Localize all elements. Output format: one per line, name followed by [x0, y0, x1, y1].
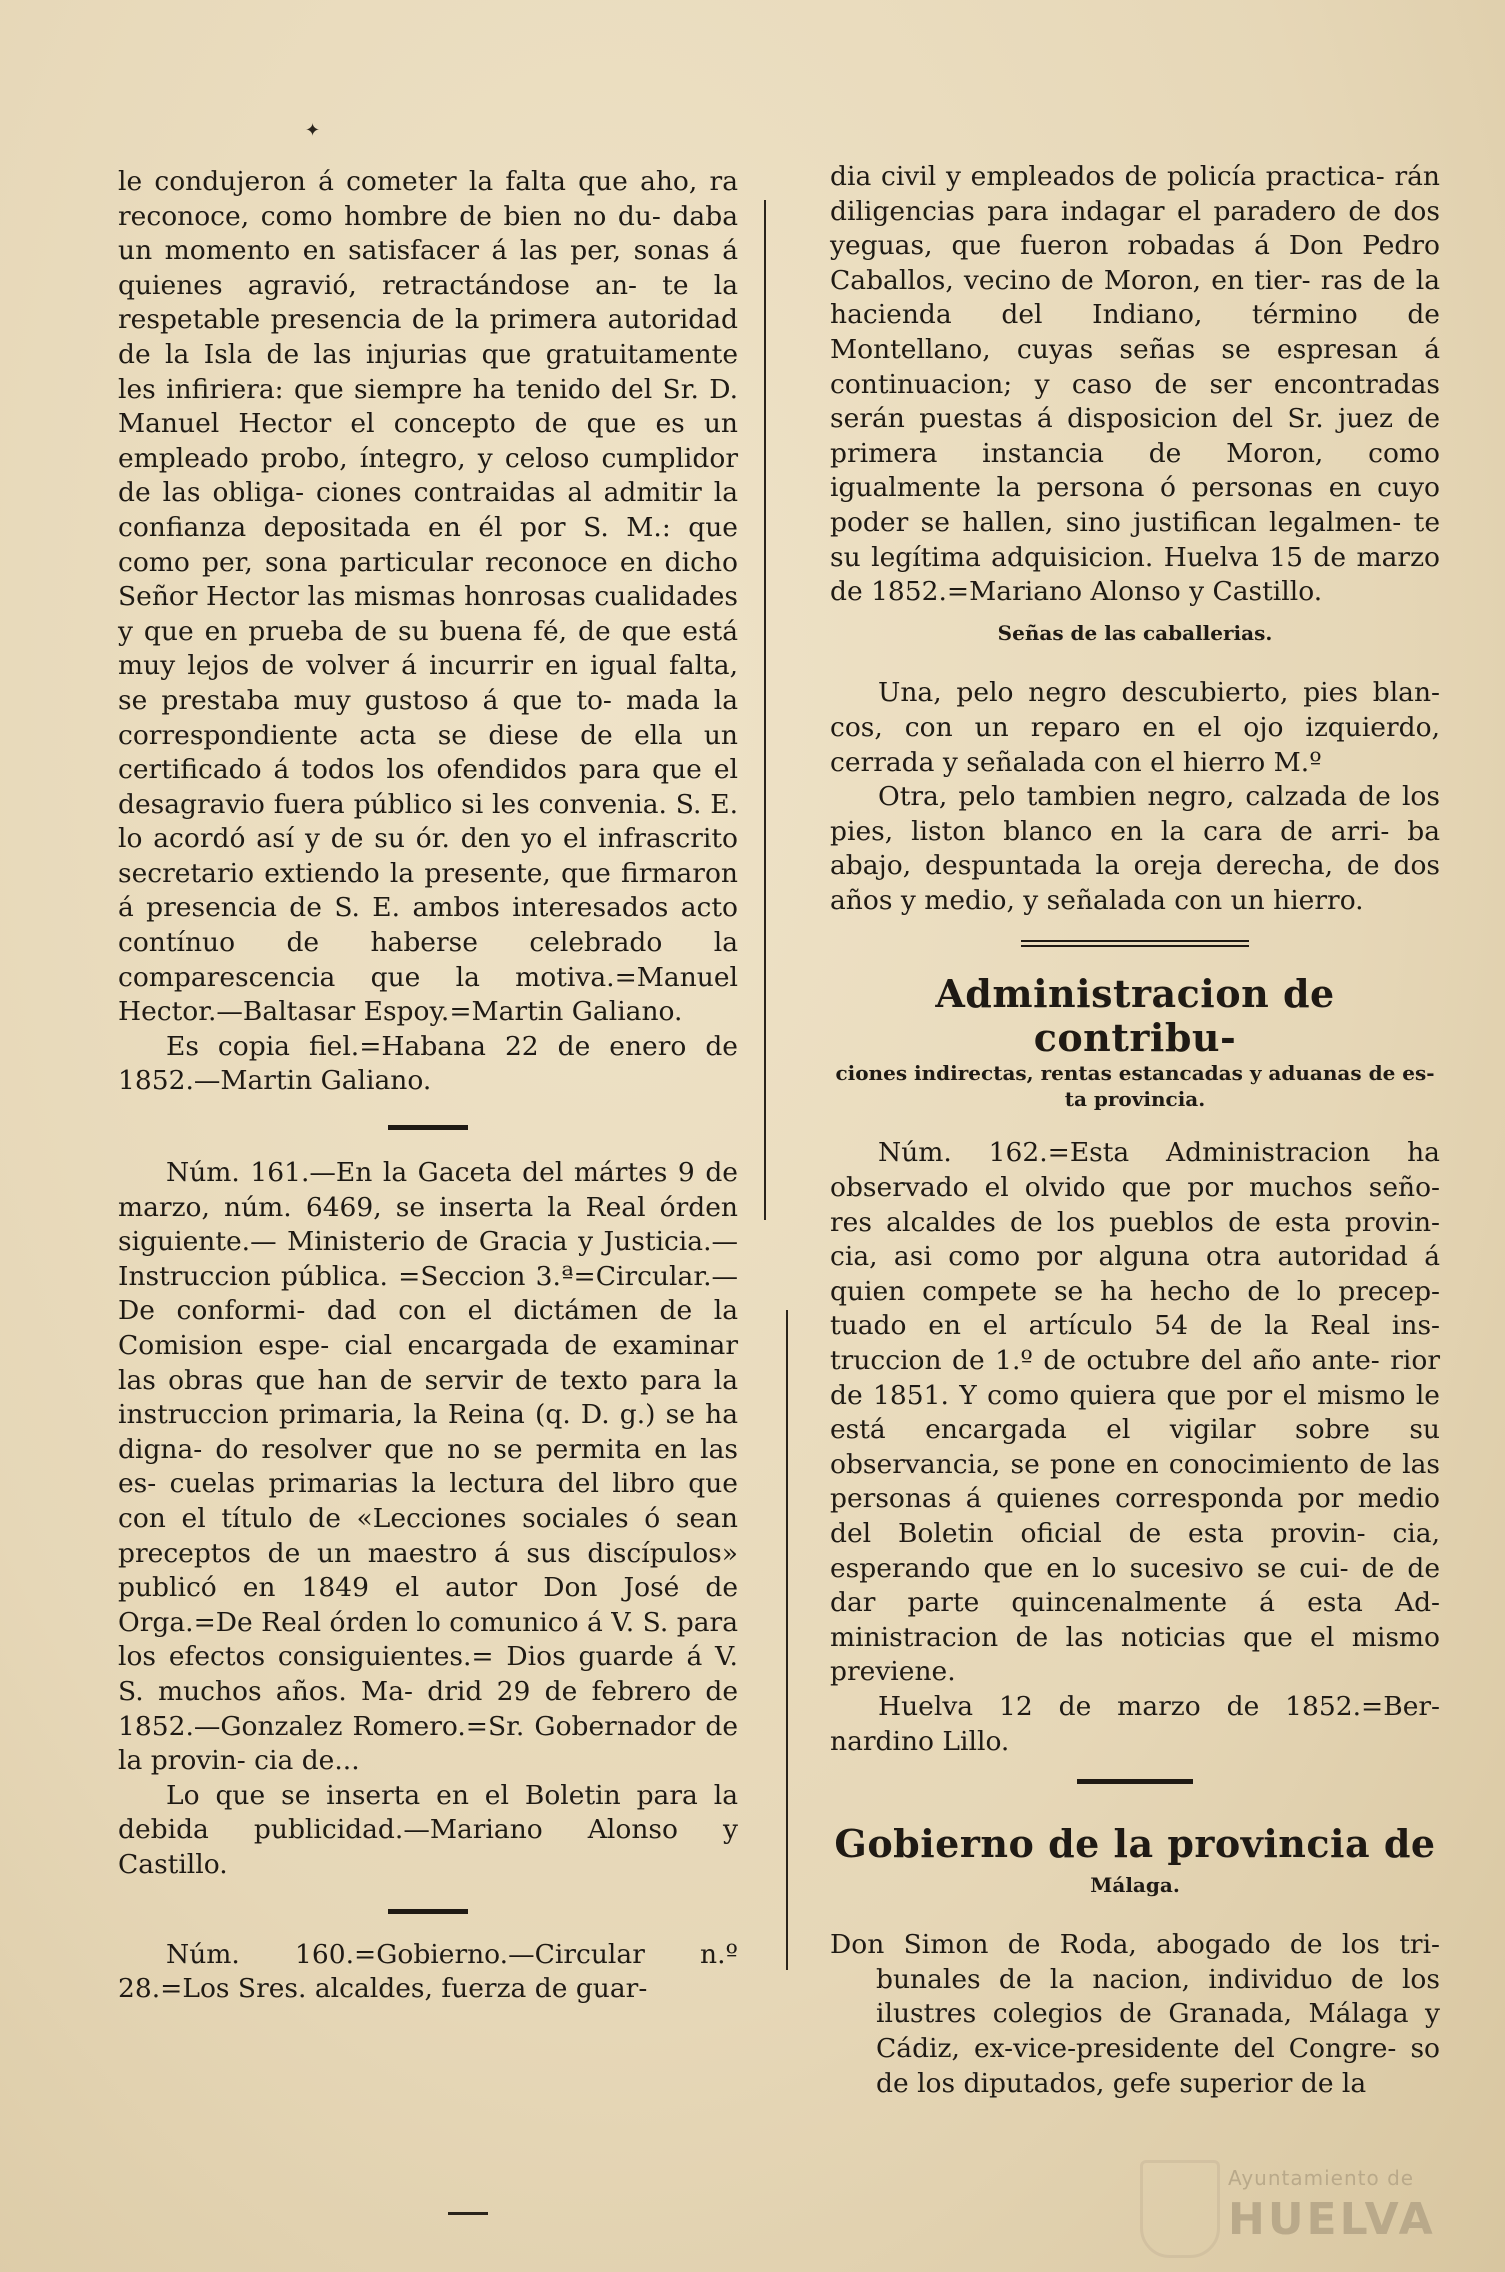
right-paragraph-3: Otra, pelo tambien negro, calzada de los pies, liston blanco en la cara de arri- ba abajo, despuntada la oreja derecha, de dos años y medio, y señalada con un hierro.	[830, 781, 1440, 916]
watermark-line-1: Ayuntamiento de	[1228, 2166, 1415, 2190]
column-divider-upper	[764, 200, 766, 1220]
left-paragraph-3: Núm. 161.—En la Gaceta del mártes 9 de marzo, núm. 6469, se inserta la Real órden siguiente.— Ministerio de Gracia y Justicia.—Instruccion pública. =Seccion 3.ª=Circular.—De conformi- dad con el dictámen de la Comision espe- cial encargada de examinar las obras que han de servir de texto para la instruccion primaria, la Reina (q. D. g.) se ha digna- do resolver que no se permita en las es- cuelas primarias la lectura del libro que con el título de «Lecciones sociales ó sean preceptos de un maestro á sus discípulos» publicó en 1849 el autor Don José de Orga.=De Real órden lo comunico á V. S. para los efectos consiguientes.= Dios guarde á V. S. muchos años. Ma- drid 29 de febrero de 1852.—Gonzalez Romero.=Sr. Gobernador de la provin- cia de...	[118, 1157, 738, 1777]
left-paragraph-5: Núm. 160.=Gobierno.—Circular n.º 28.=Los Sres. alcaldes, fuerza de guar-	[118, 1938, 738, 2005]
left-paragraph-1: le condujeron á cometer la falta que aho, ra reconoce, como hombre de bien no du- daba un momento en satisfacer á las per, sonas á quienes agravió, retractándose an- te la respetable presencia de la primera autoridad de la Isla de las injurias que gratuitamente les infiriera: que siempre ha tenido del Sr. D. Manuel Hector el concepto de que es un empleado probo, íntegro, y celoso cumplidor de las obliga- ciones contraidas al admitir la confianza depositada en él por S. M.: que como per, sona particular reconoce en dicho Señor Hector las mismas honrosas cualidades y que en prueba de su buena fé, de que está muy lejos de volver á incurrir en igual falta, se prestaba muy gustoso á que to- mada la correspondiente acta se diese de ella un certificado á todos los ofendidos para que el desagravio fuera público si les convenia. S. E. lo acordó así y de su ór. den yo el infrascrito secretario extiendo la presente, que firmaron á presencia de S. E. ambos interesados acto contínuo de haberse celebrado la comparescencia que la motiva.=Manuel Hector.—Baltasar Espoy.=Martin Galiano.	[118, 166, 738, 1028]
right-paragraph-5: Huelva 12 de marzo de 1852.=Ber- nardino Lillo.	[830, 1690, 1440, 1757]
right-paragraph-1: dia civil y empleados de policía practica- rán diligencias para indagar el paradero de dos yeguas, que fueron robadas á Don Pedro Caballos, vecino de Moron, en tier- ras de la hacienda del Indiano, término de Montellano, cuyas señas se espresan á continuacion; y caso de ser encontradas serán puestas á disposicion del Sr. juez de primera instancia de Moron, como igualmente la persona ó personas en cuyo poder se hallen, sino justifican legalmen- te su legítima adquisicion. Huelva 15 de marzo de 1852.=Mariano Alonso y Castillo.	[830, 161, 1440, 608]
right-column	[830, 160, 1440, 2101]
senas-title: Señas de las caballerias.	[997, 620, 1273, 645]
right-paragraph-2: Una, pelo negro descubierto, pies blan- cos, con un reparo en el ojo izquierdo, cerrada y señalada con el hierro M.º	[830, 677, 1440, 778]
right-paragraph-4: Núm. 162.=Esta Administracion ha observado el olvido que por muchos seño- res alcaldes de los pueblos de esta provin- cia, asi como por alguna otra autoridad á quien compete se ha hecho de lo precep- tuado en el artículo 54 de la Real ins- truccion de 1.º de octubre del año ante- rior de 1851. Y como quiera que por el mismo le está encargada el vigilar sobre su observancia, se pone en conocimiento de las personas á quienes corresponda por medio del Boletin oficial de esta provin- cia, esperando que en lo sucesivo se cui- de de dar parte quincenalmente á esta Ad- ministracion de las noticias que el mismo previene.	[830, 1137, 1440, 1688]
admin-subheading: ciones indirectas, rentas estancadas y aduanas de es- ta provincia.	[835, 1061, 1435, 1112]
watermark	[1140, 2160, 1440, 2250]
column-divider-lower	[786, 1310, 788, 1970]
left-column	[118, 165, 738, 2007]
admin-heading: Administracion de contribu-	[935, 971, 1335, 1061]
gobierno-subheading: Málaga.	[1090, 1873, 1180, 1898]
double-rule	[1021, 940, 1249, 947]
watermark-line-2: HUELVA	[1228, 2194, 1436, 2245]
left-paragraph-4: Lo que se inserta en el Boletin para la debida publicidad.—Mariano Alonso y Castillo.	[118, 1779, 738, 1880]
shield-icon	[1140, 2160, 1220, 2258]
bottom-dash	[448, 2212, 488, 2215]
top-mark: ✦	[305, 120, 321, 141]
left-paragraph-2: Es copia fiel.=Habana 22 de enero de 1852.—Martin Galiano.	[118, 1030, 738, 1097]
gobierno-heading: Gobierno de la provincia de	[834, 1821, 1436, 1867]
right-paragraph-6: Don Simon de Roda, abogado de los tri- bunales de la nacion, individuo de los ilustres colegios de Granada, Málaga y Cádiz, ex-vice-presidente del Congre- so de los diputados, gefe superior de la	[830, 1929, 1440, 2099]
